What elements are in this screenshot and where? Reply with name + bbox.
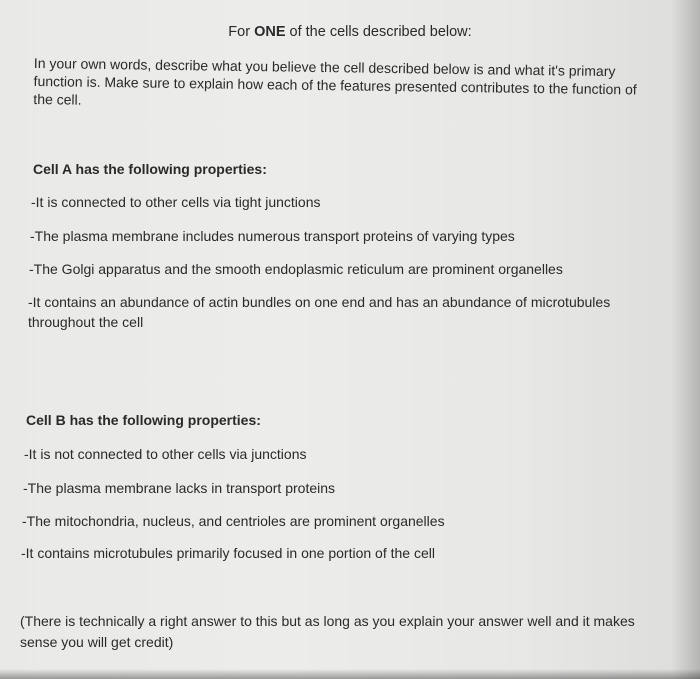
cell-a-property-1: -It is connected to other cells via tight junctions bbox=[31, 194, 321, 210]
title-emphasis: ONE bbox=[254, 24, 286, 40]
cell-a-property-3: -The Golgi apparatus and the smooth endoplasmic reticulum are prominent organelles bbox=[29, 261, 563, 277]
title-suffix: of the cells described below: bbox=[285, 24, 472, 40]
page-title bbox=[0, 24, 700, 40]
grading-note: (There is technically a right answer to this but as long as you explain your answer well and it makes sense you will get credit) bbox=[20, 613, 635, 650]
cell-b-property-4: -It contains microtubules primarily focused in one portion of the cell bbox=[21, 545, 435, 561]
title-prefix: For bbox=[228, 24, 255, 40]
cell-b-property-3: -The mitochondria, nucleus, and centrioles are prominent organelles bbox=[22, 513, 445, 529]
cell-b-property-1: -It is not connected to other cells via junctions bbox=[24, 446, 307, 462]
cell-a-property-4: -It contains an abundance of actin bundles on one end and has an abundance of microtubules throughout the cell bbox=[28, 294, 611, 330]
cell-b-heading: Cell B has the following properties: bbox=[26, 412, 261, 428]
cell-a-heading: Cell A has the following properties: bbox=[33, 161, 267, 177]
cell-a-property-2: -The plasma membrane includes numerous transport proteins of varying types bbox=[30, 228, 515, 244]
bottom-shadow bbox=[0, 669, 700, 679]
cell-b-property-2: -The plasma membrane lacks in transport proteins bbox=[23, 480, 336, 496]
instructions-paragraph: In your own words, describe what you believe the cell described below is and what it's primary function is. Make sure to explain how each of the features presented contributes to the function of the cell. bbox=[33, 54, 637, 108]
